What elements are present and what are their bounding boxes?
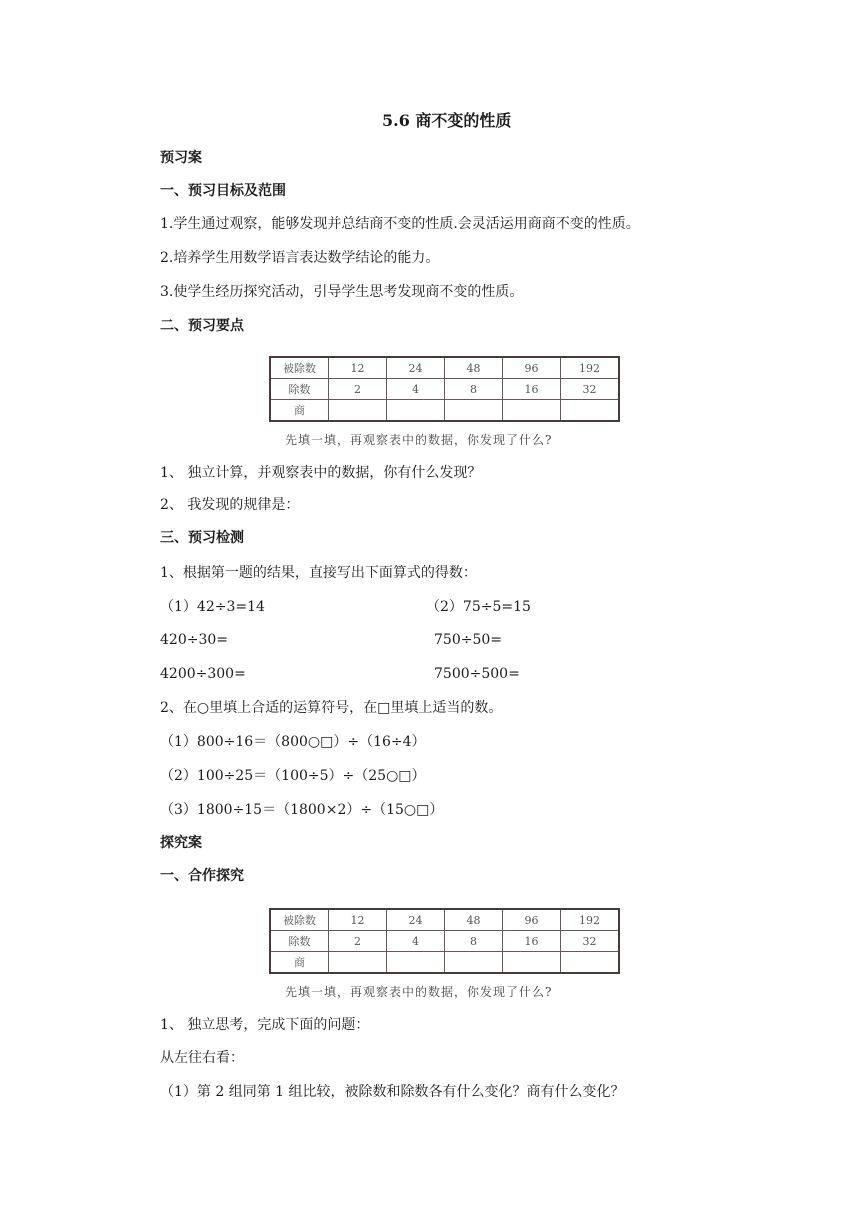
table-caption: 先填一填，再观察表中的数据，你发现了什么? <box>285 985 553 999</box>
explore-section-heading: 一、合作探究 <box>160 868 244 884</box>
table-cell <box>503 952 561 974</box>
calc-right: 750÷50= <box>434 632 502 648</box>
table-cell: 12 <box>329 357 387 379</box>
data-table <box>269 356 620 422</box>
table-cell: 24 <box>387 909 445 931</box>
calc-right: （2）75÷5=15 <box>426 599 531 615</box>
table-cell <box>445 952 503 974</box>
table-row <box>270 952 619 974</box>
table-row <box>270 931 619 952</box>
table-cell: 16 <box>503 931 561 952</box>
table-cell: 除数 <box>270 379 329 400</box>
question-2: 2、在○里填上合适的运算符号，在□里填上适当的数。 <box>160 700 503 716</box>
table-cell: 商 <box>270 400 329 422</box>
calc-left: （1）42÷3=14 <box>160 599 265 615</box>
question-2-item: （1）800÷16＝（800○□）÷（16÷4） <box>160 734 426 750</box>
table-cell: 12 <box>329 909 387 931</box>
table-row <box>270 357 619 379</box>
question-1: 1、根据第一题的结果，直接写出下面算式的得数： <box>160 565 477 581</box>
table-cell <box>329 400 387 422</box>
table-cell: 32 <box>561 379 620 400</box>
table-cell <box>387 952 445 974</box>
table-row <box>270 909 619 931</box>
table-cell <box>561 952 620 974</box>
point-item: 1、 独立计算，并观察表中的数据，你有什么发现？ <box>160 465 482 481</box>
section-3-heading: 三、预习检测 <box>160 530 244 546</box>
table-cell: 2 <box>329 379 387 400</box>
table-cell: 96 <box>503 909 561 931</box>
data-table <box>269 908 620 974</box>
table-cell: 48 <box>445 909 503 931</box>
table-cell <box>503 400 561 422</box>
goal-item: 3.使学生经历探究活动，引导学生思考发现商不变的性质。 <box>160 284 524 300</box>
section-1-heading: 一、预习目标及范围 <box>160 183 286 199</box>
table-cell: 被除数 <box>270 909 329 931</box>
table-cell: 16 <box>503 379 561 400</box>
table-row <box>270 379 619 400</box>
explore-heading: 探究案 <box>160 835 202 851</box>
section-2-heading: 二、预习要点 <box>160 318 244 334</box>
explore-item: 从左往右看： <box>160 1050 244 1066</box>
explore-item: 1、 独立思考，完成下面的问题： <box>160 1017 370 1033</box>
question-2-item: （3）1800÷15＝（1800×2）÷（15○□） <box>160 802 444 818</box>
table-cell: 4 <box>387 379 445 400</box>
table-cell: 32 <box>561 931 620 952</box>
calc-left: 4200÷300= <box>160 666 246 682</box>
table-cell <box>329 952 387 974</box>
preview-heading: 预习案 <box>160 150 202 166</box>
goal-item: 2.培养学生用数学语言表达数学结论的能力。 <box>160 250 440 266</box>
table-row <box>270 400 619 422</box>
point-item: 2、 我发现的规律是： <box>160 497 300 513</box>
table-cell: 2 <box>329 931 387 952</box>
table-cell: 商 <box>270 952 329 974</box>
table-cell: 96 <box>503 357 561 379</box>
table-cell: 被除数 <box>270 357 329 379</box>
table-cell: 48 <box>445 357 503 379</box>
table-cell: 192 <box>561 357 620 379</box>
table-cell: 192 <box>561 909 620 931</box>
table-cell: 除数 <box>270 931 329 952</box>
table-cell: 4 <box>387 931 445 952</box>
calc-left: 420÷30= <box>160 632 228 648</box>
explore-item: （1）第 2 组同第 1 组比较，被除数和除数各有什么变化？商有什么变化？ <box>160 1084 625 1100</box>
table-cell: 8 <box>445 931 503 952</box>
table-cell <box>561 400 620 422</box>
page-title: 5.6 商不变的性质 <box>382 111 512 130</box>
table-cell <box>387 400 445 422</box>
question-2-item: （2）100÷25＝（100÷5）÷（25○□） <box>160 768 426 784</box>
calc-right: 7500÷500= <box>434 666 520 682</box>
goal-item: 1.学生通过观察，能够发现并总结商不变的性质.会灵活运用商商不变的性质。 <box>160 216 640 232</box>
table-cell: 8 <box>445 379 503 400</box>
table-caption: 先填一填，再观察表中的数据，你发现了什么? <box>285 433 553 447</box>
table-cell: 24 <box>387 357 445 379</box>
table-cell <box>445 400 503 422</box>
